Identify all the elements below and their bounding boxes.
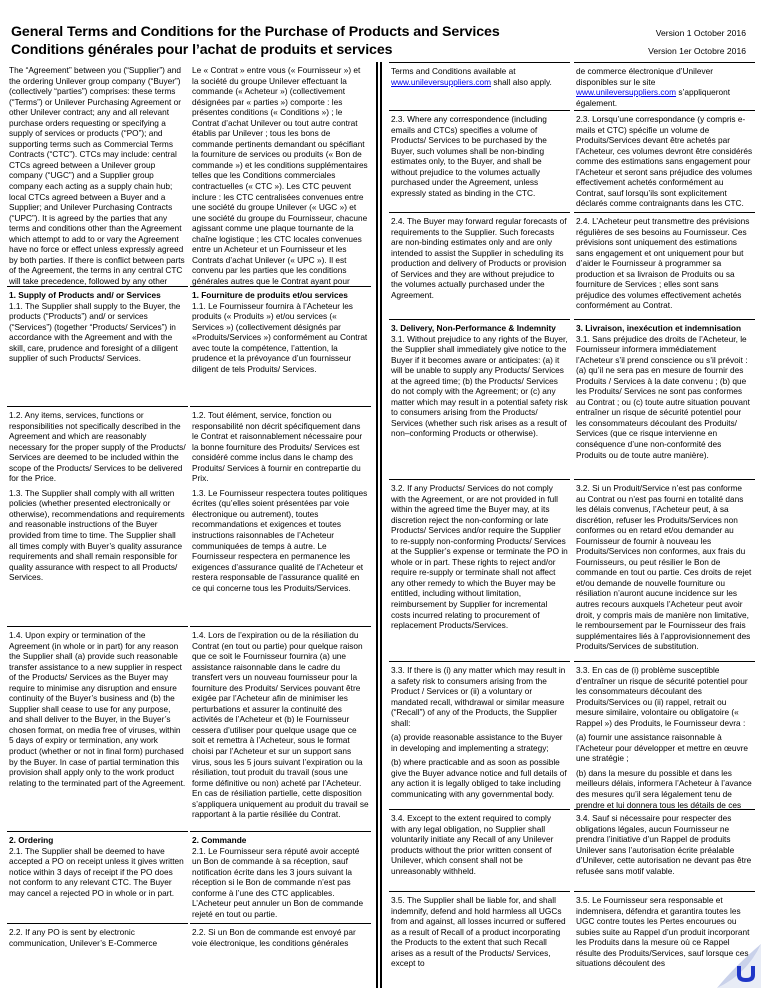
section3-fr-cell — [574, 319, 755, 479]
section1-fr-cell — [190, 286, 371, 406]
clauses-1-2-1-3-en-cell — [7, 406, 188, 626]
intro-fr: Le « Contrat » entre vous (« Fournisseur ») et la société du groupe Unilever effectuant la commande (« Acheteur ») (collectivement désignées par « parties ») comporte : les présentes conditions (« Conditions ») ; le Contrat d’achat Unilever ou tout autre contrat établis par Unilever ; tous les bons de commande pertinents demandant ou spécifiant la fourniture de services ou produits (« Bon de commande ») et les conditions supplémentaires telles que les Conditions commerciales contractuelles (« CTC »). Les CTC peuvent inclure : les CTC centralisées convenues entre une société du groupe Unilever (« UGC ») et une société du groupe du Fournisseur, chacune agissant comme une plaque tournante de la chaîne logistique ; les CTC locales convenues entre un Acheteur et un Fournisseur et les Contrats d’achat Unilever (« UPC »). Il est convenu par les parties que les conditions générales autres que le Contrat ayant pour — [192, 65, 368, 286]
section3-heading-fr: 3. Livraison, inexécution et indemnisation — [576, 323, 742, 333]
clause-3-1-fr: 3.1. Sans préjudice des droits de l’Acheteur, le Fournisseur informera immédiatement l’Acheteur s’il prend conscience ou s’il prévoit : (a) qu’il ne sera pas en mesure de fournir des Produits / Services à la date convenu ; (b) que les Produits/ Services ne sont pas conformes au Contrat ; ou (c) toute autre situation pouvant entraîner un risque de sécurité potentiel pour les consommateurs découlant des Produits/ Services (que ce risque intervienne en conséquence d’une non-conformité des Produits ou de toute autre manière). — [576, 333, 750, 460]
page-divider-right — [380, 62, 382, 988]
suppliers-link-fr[interactable]: www.unileversuppliers.com — [576, 87, 677, 98]
clause-1-3-fr: 1.3. Le Fournisseur respectera toutes politiques écrites (qu’elles soient présentées par voie électronique ou autrement), toutes recommandations et exigences et toutes instructions raisonnables de l’Acheteur communiquées de temps à autre. Le Fournisseur respectera en permanence les exigences d’assurance qualité de l’Acheteur et restera responsable de l’assurance qualité en ce qui concerne tous les Produits/Services. — [192, 487, 368, 593]
version-english: Version 1 October 2016 — [655, 28, 746, 38]
clause-3-3b-fr: (b) dans la mesure du possible et dans les meilleurs délais, informera l’Acheteur à l’avance des mesures qu’il sera légalement tenu de prendre et lui donnera tous les détails de ces — [576, 767, 752, 809]
clause-2-3-en-cell — [389, 110, 570, 212]
clause-2-2-fr: 2.2. Si un Bon de commande est envoyé par voie électronique, les conditions générales — [192, 927, 356, 948]
section1-heading-fr: 1. Fourniture de produits et/ou services — [192, 290, 348, 300]
clause-3-3-fr-cell — [574, 661, 755, 809]
intro-en: The “Agreement” between you (“Supplier”) and the ordering Unilever group company (“Buyer”) (collectively “parties”) comprises: these terms (“Terms”) or Unilever Purchasing Agreement or other Unilever contract; any and all relevant purchase orders requesting or specifying a supply of services or products (“PO”); and supporting terms such as Commercial Terms Contracts (“CTC”). CTCs may include: central CTCs agreed between a Unilever group company (“UGC”) and a Supplier group company each acting as a supply chain hub; local CTCs agreed between a Buyer and a Supplier; and Unilever Purchasing Contracts (“UPC”). It is agreed by the parties that any terms and conditions other than the Agreement which attempt to add to or vary the Agreement have no force or effect unless expressly agreed by both parties. If there is conflict between parts of the Agreement, the terms in any central CTC will take precedence, followed by any other — [9, 65, 185, 286]
clause-3-3-en-cell — [389, 661, 570, 809]
section1-en-cell — [7, 286, 188, 406]
title-french: Conditions générales pour l’achat de produits et services — [11, 42, 393, 58]
column-english-right — [389, 62, 570, 988]
section2-heading-fr: 2. Commande — [192, 835, 247, 845]
clause-3-2-fr-cell — [574, 479, 755, 661]
clause-3-2-en-cell — [389, 479, 570, 661]
clause-2-1-fr: 2.1. Le Fournisseur sera réputé avoir accepté un Bon de commande à sa réception, sauf notification écrite dans les 3 jours suivant la réception si le Bon de commande n’est pas conforme à l’une des CTC applicables. L’Acheteur peut annuler un Bon de commande rejeté en tout ou partie. — [192, 845, 364, 919]
clause-1-2-en: 1.2. Any items, services, functions or responsibilities not specifically described in the Agreement and which are reasonably necessary for the proper supply of the Products/ Services are deemed to be included within the scope of the Products/ Services to be delivered for the Price. — [9, 410, 186, 484]
clause-3-3-fr: 3.3. En cas de (i) problème susceptible d’entraîner un risque de sécurité potentiel pour les consommateurs découlant des Produits/Services ou (ii) rappel, retrait ou mesure similaire, volontaire ou obligatoire (« Rappel ») des Produits, le Fournisseur devra : — [576, 665, 748, 728]
clause-2-3-fr-cell — [574, 110, 755, 212]
clause-2-2-en-cell — [7, 923, 188, 963]
clause-2-1-en: 2.1. The Supplier shall be deemed to have accepted a PO on receipt unless it gives written notice within 3 days of receipt if the PO does not conform to any relevant CTC. The Buyer may cancel a rejected PO in whole or in part. — [9, 845, 184, 898]
clause-2-3-en: 2.3. Where any correspondence (including emails and CTCs) specifies a volume of Products/ Services to be purchased by the Buyer, such volumes shall be non-binding estimates only, to the Buyer, and shall be without prejudice to the volumes actually purchased under the Agreement, unless expressly stated as binding in the CTC. — [391, 114, 547, 198]
intro-fr-cell — [190, 62, 371, 286]
section2-en-cell — [7, 831, 188, 923]
clause-2-4-en-cell — [389, 212, 570, 319]
version-french: Version 1er Octobre 2016 — [648, 46, 746, 56]
page-divider-left — [376, 62, 378, 988]
clause-2-2-cont-fr-cell — [574, 62, 755, 110]
document-header — [0, 0, 768, 62]
clause-2-2-en: 2.2. If any PO is sent by electronic communication, Unilever’s E-Commerce — [9, 927, 158, 948]
clause-3-5-en-cell — [389, 891, 570, 988]
title-english: General Terms and Conditions for the Purchase of Products and Services — [11, 24, 500, 40]
section3-heading-en: 3. Delivery, Non-Performance & Indemnity — [391, 323, 556, 333]
clause-2-4-fr: 2.4. L’Acheteur peut transmettre des prévisions régulières de ses besoins au Fournisseur. Ces prévisions sont uniquement des estimations sans engagement et ont uniquement pour but d’aider le Fournisseur à programmer sa production et sa livraison de Produits ou sa fourniture de Services ; elles sont sans préjudice des volumes effectivement achetés conformément au Contrat. — [576, 216, 750, 311]
clause-2-2-fr-cell — [190, 923, 371, 963]
clause-3-4-fr-cell — [574, 809, 755, 891]
clause-1-2-fr: 1.2. Tout élément, service, fonction ou responsabilité non décrit spécifiquement dans le Contrat et raisonnablement nécessaire pour la bonne fourniture des Produits/ Services est considéré comme inclus dans le champ des Produits/ Services à fournir en contrepartie du Prix. — [192, 410, 363, 484]
clause-1-1-en: 1.1. The Supplier shall supply to the Buyer, the products (“Products”) and/ or services (“Services”) (together “Products/ Services”) in accordance with the Agreement and with the skill, care, prudence and foresight of a diligent supplier of such Products/ Services. — [9, 300, 181, 364]
clause-1-4-fr-cell — [190, 626, 371, 831]
clause-3-4-en-cell — [389, 809, 570, 891]
clauses-1-2-1-3-fr-cell — [190, 406, 371, 626]
clause-3-5-en: 3.5. The Supplier shall be liable for, and shall indemnify, defend and hold harmless all UGCs from and against, all losses incurred or suffered as a result of Recall of a product incorporating the Products to the extent that such Recall arises as a result of the Products/ Services, except to — [391, 895, 566, 969]
clause-2-4-fr-cell — [574, 212, 755, 319]
clause-3-2-en: 3.2. If any Products/ Services do not comply with the Agreement, or are not provided in full within the agreed time the Buyer may, at its discretion reject the non-conforming or late Products/ Services and/or require the Supplier to re-supply non-conforming Products/ Services at the Supplier’s expense or terminate the PO in whole or in part. These rights to reject and/or require re-supply or terminate shall not affect any other remedy to which the Buyer may be entitled, including without limitation, reimbursement by Supplier for incremental costs incurred relating to procurement of replacement Products/Services. — [391, 483, 568, 631]
clause-1-3-en: 1.3. The Supplier shall comply with all written policies (whether presented electronically or otherwise), recommendations and requirements and reasonable instructions of the Buyer provided from time to time. The Supplier shall all times comply with Buyer’s quality assurance requirements and shall remain responsible for quality assurance with respect to all Products/ Services. — [9, 487, 185, 583]
unilever-logo-icon — [717, 944, 761, 988]
clause-3-3-en: 3.3. If there is (i) any matter which may result in a safety risk to consumers arising from the Product / Services or (ii) a voluntary or mandated recall, withdrawal or similar measure (“Recall”) of any of the Products, the Supplier shall: — [391, 665, 566, 728]
clause-3-3a-fr: (a) fournir une assistance raisonnable à l’Acheteur pour développer et mettre en œuvre une stratégie ; — [576, 732, 749, 764]
column-english-left — [7, 62, 188, 988]
clause-3-4-fr: 3.4. Sauf si nécessaire pour respecter des obligations légales, aucun Fournisseur ne prendra l’initiative d’un Rappel de produits Unilever sans l’autorisation écrite préalable d’Unilever, cette autorisation ne devant pas être refusée sans motif valable. — [576, 813, 752, 876]
clause-1-1-fr: 1.1. Le Fournisseur fournira à l’Acheteur les produits (« Produits ») et/ou services (« Services ») (collectivement désignés par «Produits/Services ») conformément au Contrat avec toute la compétence, l’attention, la prudence et la prévoyance d’un fournisseur diligent de tels Produits/ Services. — [192, 300, 368, 374]
section1-heading-en: 1. Supply of Products and/ or Services — [9, 290, 161, 300]
clause-2-2-cont-en: Terms and Conditions available at www.unileversuppliers.com shall also apply. — [391, 66, 552, 87]
clause-2-2-cont-fr: de commerce électronique d’Unilever disponibles sur le site www.unileversuppliers.com s’appliqueront également. — [576, 66, 731, 108]
clause-3-3a-en: (a) provide reasonable assistance to the Buyer in developing and implementing a strategy; — [391, 732, 563, 753]
intro-en-cell — [7, 62, 188, 286]
clause-2-2-cont-en-cell — [389, 62, 570, 110]
clause-3-1-en: 3.1. Without prejudice to any rights of the Buyer, the Supplier shall immediately give notice to the Buyer if it becomes aware or anticipates: (a) it will be unable to supply any Products/ Services at the agreed time; (b) the Products/ Services do not comply with the Agreement; or (c) any matter which may result in a potential safety risk to consumers arising from the Products/ Services (whether such risk arises as a result of non–conforming Products or otherwise). — [391, 333, 568, 439]
clause-1-4-en: 1.4. Upon expiry or termination of the Agreement (in whole or in part) for any reason the Supplier shall (a) provide such reasonable transfer assistance to a new supplier in respect of the Products/ Services as the Buyer may require to minimise any disruption and ensure continuity of the Buyer’s business and (b) the Supplier shall cease to use for any purpose, and shall deliver to the Buyer, in the Buyer’s chosen format, on media free of viruses, within 5 days of expiry or termination, any work product (whether or not in final form) purchased by the Buyer. In case of partial termination this provision shall apply only to the work product relating to the terminated part of the Agreement. — [9, 630, 186, 788]
clause-3-2-fr: 3.2. Si un Produit/Service n’est pas conforme au Contrat ou n’est pas fourni en totalité dans les délais convenus, l’Acheteur peut, à sa discrétion, refuser les Produits/Services non conformes ou en retard et/ou demander au Fournisseur de fournir à nouveau les Produits/Services non conformes, aux frais du Fournisseurs, ou peut résilier le Bon de commande en tout ou partie. Ces droits de rejet et/ou demande de nouvelle fourniture ou résiliation n’auront aucune incidence sur les autres recours auxquels l’Acheteur peut avoir droit, y compris mais de manière non limitative, le remboursement par le Fournisseur des frais supplémentaires liés à l’approvisionnement des Produits/Services de substitution. — [576, 483, 752, 652]
column-french-left — [190, 62, 371, 988]
clause-3-3b-en: (b) where practicable and as soon as possible give the Buyer advance notice and full details of any action it is legally obliged to take including communicating with any governmental body. — [391, 757, 567, 800]
clause-3-5-fr: 3.5. Le Fournisseur sera responsable et indemnisera, défendra et garantira toutes les UGC contre toutes les Pertes encourues ou subies suite au Rappel d’un produit incorporant les Produits dans la mesure où ce Rappel résulte des Produits/Services, sauf lorsque ces situations découlent des — [576, 895, 750, 969]
column-french-right — [574, 62, 755, 988]
section3-en-cell — [389, 319, 570, 479]
clause-2-4-en: 2.4. The Buyer may forward regular forecasts of requirements to the Supplier. Such forecasts are non-binding estimates only and are only intended to assist the Supplier in scheduling its production and delivery of Products or provision of Services and they are without prejudice to the volumes actually purchased under the Agreement. — [391, 216, 567, 300]
section2-fr-cell — [190, 831, 371, 923]
clause-1-4-fr: 1.4. Lors de l’expiration ou de la résiliation du Contrat (en tout ou partie) pour quelque raison que ce soit le Fournisseur fournira (a) une assistance raisonnable dans le cadre du transfert vers un nouveau fournisseur pour la fourniture des Produits/ Services pouvant être exigée par l’Acheteur afin de minimiser les perturbations et assurer la continuité des activités de l’Acheteur et (b) le Fournisseur cessera d’utiliser pour quelque usage que ce soit et remettra à l’Acheteur, sous le format choisi par l’Acheteur et sur un support sans virus, sous les 5 jours suivant l’expiration ou la résiliation, tout produit du travail (sous une forme définitive ou non) acheté par l’Acheteur. En cas de résiliation partielle, cette disposition s’appliquera uniquement au produit du travail se rapportant à la partie résiliée du Contrat. — [192, 630, 369, 820]
clause-2-3-fr: 2.3. Lorsqu’une correspondance (y compris e-mails et CTC) spécifie un volume de Produits/Services devant être achetés par l’Acheteur, ces volumes devront être considérés comme des estimations sans engagement pour l’Acheteur et seront sans préjudice des volumes effectivement achetés conformément au Contrat, sauf lorsqu’ils sont explicitement déclarés comme contraignants dans les CTC. — [576, 114, 753, 209]
clause-1-4-en-cell — [7, 626, 188, 831]
clause-3-4-en: 3.4. Except to the extent required to comply with any legal obligation, no Supplier shall voluntarily initiate any Recall of any Unilever products without the prior written consent of Unilever, which consent shall not be unreasonably withheld. — [391, 813, 554, 876]
section2-heading-en: 2. Ordering — [9, 835, 54, 845]
suppliers-link-en[interactable]: www.unileversuppliers.com — [391, 76, 492, 87]
